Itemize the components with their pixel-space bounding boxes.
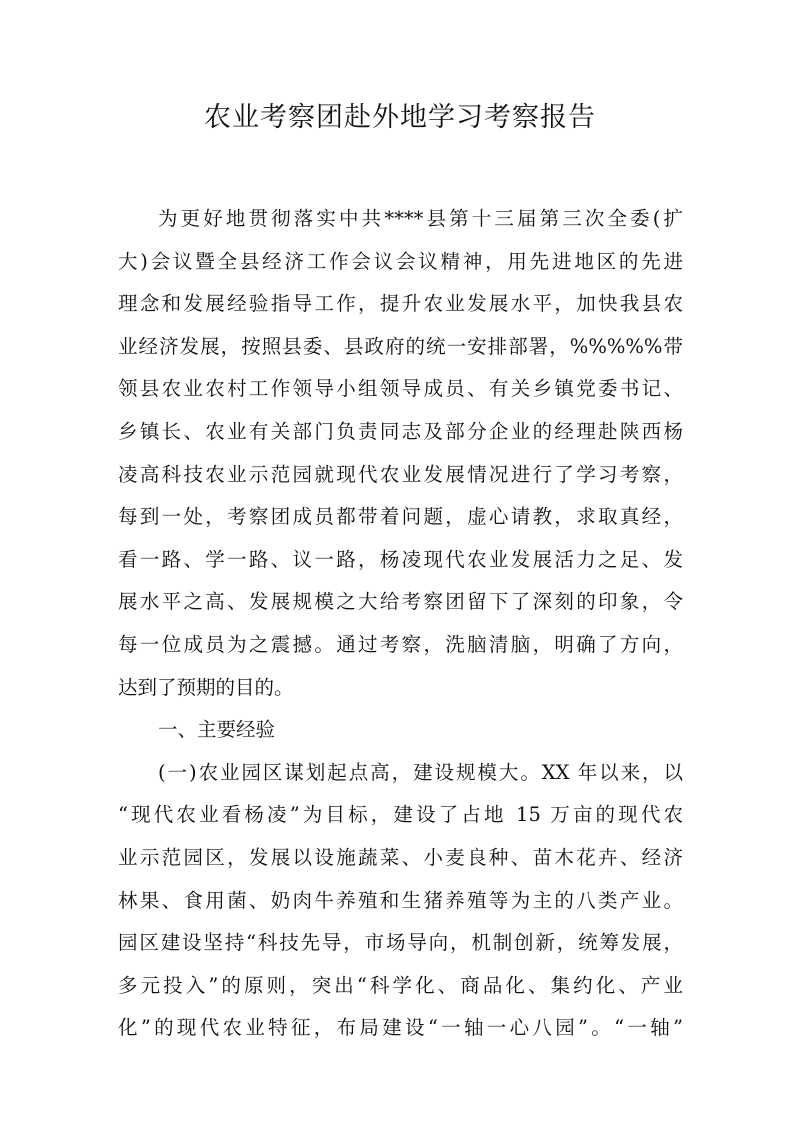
- paragraph-line: 领县农业农村工作领导小组领导成员、有关乡镇党委书记、: [118, 377, 683, 401]
- paragraph-line: 园区建设坚持“科技先导，市场导向，机制创新，统筹发展，: [118, 931, 683, 955]
- paragraph-line: 理念和发展经验指导工作，提升农业发展水平，加快我县农: [118, 292, 683, 316]
- paragraph-line: 凌高科技农业示范园就现代农业发展情况进行了学习考察，: [118, 462, 683, 486]
- paragraph-line: 化”的现代农业特征，布局建设“一轴一心八园”。“一轴”: [118, 1016, 683, 1040]
- paragraph-line: 乡镇长、农业有关部门负责同志及部分企业的经理赴陕西杨: [118, 419, 683, 443]
- paragraph-line: 业经济发展，按照县委、县政府的统一安排部署，%%%%%带: [118, 334, 683, 358]
- paragraph-line: 每一位成员为之震撼。通过考察，洗脑清脑，明确了方向，: [118, 632, 683, 656]
- section-heading: 一、主要经验: [158, 718, 276, 742]
- paragraph-line: “现代农业看杨凌”为目标，建设了占地 15 万亩的现代农: [118, 803, 683, 827]
- paragraph-line: (一)农业园区谋划起点高，建设规模大。XX 年以来，以: [158, 760, 683, 784]
- paragraph-line: 林果、食用菌、奶肉牛养殖和生猪养殖等为主的八类产业。: [118, 888, 683, 912]
- paragraph-line: 达到了预期的目的。: [118, 675, 294, 699]
- paragraph-line: 为更好地贯彻落实中共****县第十三届第三次全委(扩: [158, 207, 683, 230]
- document-body: [118, 198, 683, 1050]
- paragraph-line: 每到一处，考察团成员都带着问题，虚心请教，求取真经，: [118, 505, 683, 529]
- paragraph-line: 展水平之高、发展规模之大给考察团留下了深刻的印象，令: [118, 590, 683, 614]
- paragraph-line: 多元投入”的原则，突出“科学化、商品化、集约化、产业: [118, 973, 683, 997]
- paragraph-line: 业示范园区，发展以设施蔬菜、小麦良种、苗木花卉、经济: [118, 845, 683, 869]
- document-title: 农业考察团赴外地学习考察报告: [204, 102, 596, 133]
- paragraph-line: 看一路、学一路、议一路，杨凌现代农业发展活力之足、发: [118, 547, 683, 571]
- paragraph-line: 大)会议暨全县经济工作会议会议精神，用先进地区的先进: [118, 249, 683, 273]
